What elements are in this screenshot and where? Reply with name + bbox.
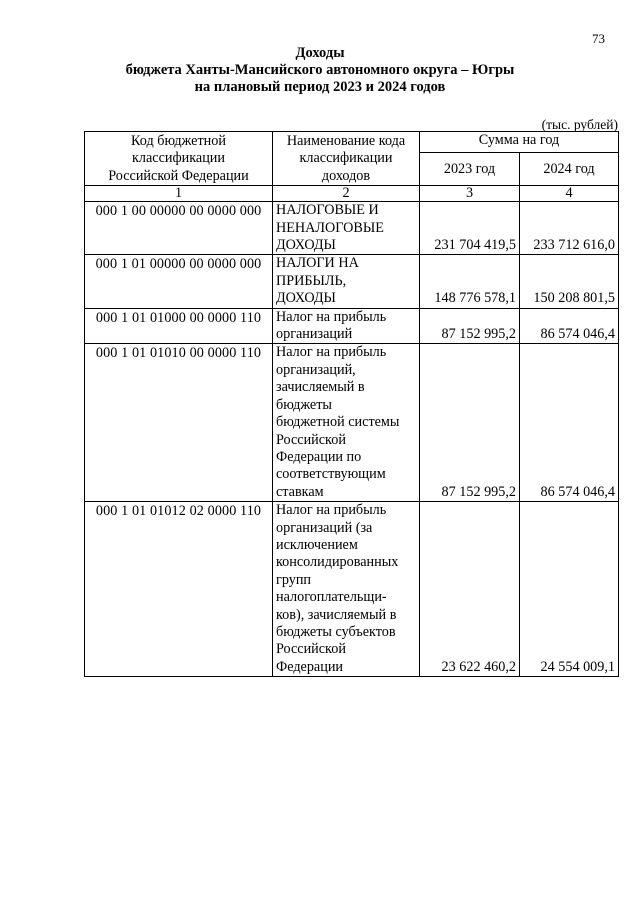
amount-2023: 87 152 995,2 (420, 308, 520, 344)
header-line: Российской Федерации (108, 167, 249, 184)
page-number: 73 (592, 31, 605, 46)
name-line: организаций, (276, 361, 356, 378)
code-name (273, 344, 420, 502)
name-line: ков), зачисляемый в (276, 606, 397, 623)
amount-2024: 24 554 009,1 (520, 502, 619, 677)
name-line: бюджеты (276, 396, 332, 413)
name-line: НЕНАЛОГОВЫЕ (276, 219, 384, 236)
header-sum: Сумма на год (420, 132, 619, 153)
table-row (85, 344, 619, 502)
header-line: Наименование кода (286, 133, 406, 149)
name-line: Налог на прибыль (276, 308, 387, 325)
title-line: бюджета Ханты-Мансийского автономного округа – Югры (125, 62, 515, 78)
name-line: соответствующим (276, 466, 386, 483)
budget-code: 000 1 01 00000 00 0000 000 (85, 255, 273, 308)
amount-2023: 148 776 578,1 (420, 255, 520, 308)
name-line: НАЛОГИ НА (276, 255, 359, 272)
name-line: ставкам (276, 483, 324, 500)
name-line: ПРИБЫЛЬ, (276, 272, 347, 289)
header-year-2024: 2024 год (520, 153, 619, 186)
name-line: исключением (276, 536, 358, 553)
name-line: НАЛОГОВЫЕ И (276, 202, 379, 219)
budget-code: 000 1 01 01010 00 0000 110 (85, 344, 273, 502)
column-number: 1 (85, 186, 273, 202)
header-code (85, 132, 273, 186)
units-label: (тыс. рублей) (541, 117, 618, 132)
document-title (0, 45, 640, 96)
header-line: классификации (299, 150, 393, 167)
name-line: Налог на прибыль (276, 502, 387, 519)
amount-2024: 150 208 801,5 (520, 255, 619, 308)
amount-2024: 86 574 046,4 (520, 344, 619, 502)
column-number: 2 (273, 186, 420, 202)
table-row (85, 502, 619, 677)
amount-2024: 233 712 616,0 (520, 202, 619, 255)
revenue-table (84, 131, 619, 677)
name-line: ДОХОДЫ (276, 237, 336, 254)
name-line: Федерации (276, 658, 344, 675)
header-line: Код бюджетной (131, 133, 226, 149)
name-line: Налог на прибыль (276, 344, 387, 361)
name-line: организаций (276, 326, 353, 343)
name-line: ДОХОДЫ (276, 290, 336, 307)
budget-code: 000 1 01 01012 02 0000 110 (85, 502, 273, 677)
table-row (85, 255, 619, 308)
amount-2023: 231 704 419,5 (420, 202, 520, 255)
code-name (273, 202, 420, 255)
name-line: Российской (276, 641, 346, 658)
amount-2023: 87 152 995,2 (420, 344, 520, 502)
name-line: организаций (за (276, 519, 373, 536)
code-name (273, 308, 420, 344)
name-line: Российской (276, 431, 346, 448)
table-row (85, 308, 619, 344)
header-year-2023: 2023 год (420, 153, 520, 186)
name-line: зачисляемый в (276, 379, 365, 396)
table-row (85, 202, 619, 255)
code-name (273, 502, 420, 677)
title-line: Доходы (295, 45, 345, 61)
budget-code: 000 1 00 00000 00 0000 000 (85, 202, 273, 255)
name-line: консолидированных (276, 554, 399, 571)
header-name (273, 132, 420, 186)
column-number: 3 (420, 186, 520, 202)
header-line: классификации (132, 150, 225, 167)
title-line: на плановый период 2023 и 2024 годов (194, 79, 446, 95)
code-name (273, 255, 420, 308)
column-number-row (85, 186, 619, 202)
header-line: доходов (321, 167, 371, 184)
name-line: бюджетной системы (276, 414, 400, 431)
column-number: 4 (520, 186, 619, 202)
name-line: бюджеты субъектов (276, 623, 396, 640)
name-line: групп (276, 571, 312, 588)
name-line: Федерации по (276, 448, 362, 465)
amount-2023: 23 622 460,2 (420, 502, 520, 677)
budget-code: 000 1 01 01000 00 0000 110 (85, 308, 273, 344)
name-line: налогоплательщи- (276, 589, 387, 606)
amount-2024: 86 574 046,4 (520, 308, 619, 344)
